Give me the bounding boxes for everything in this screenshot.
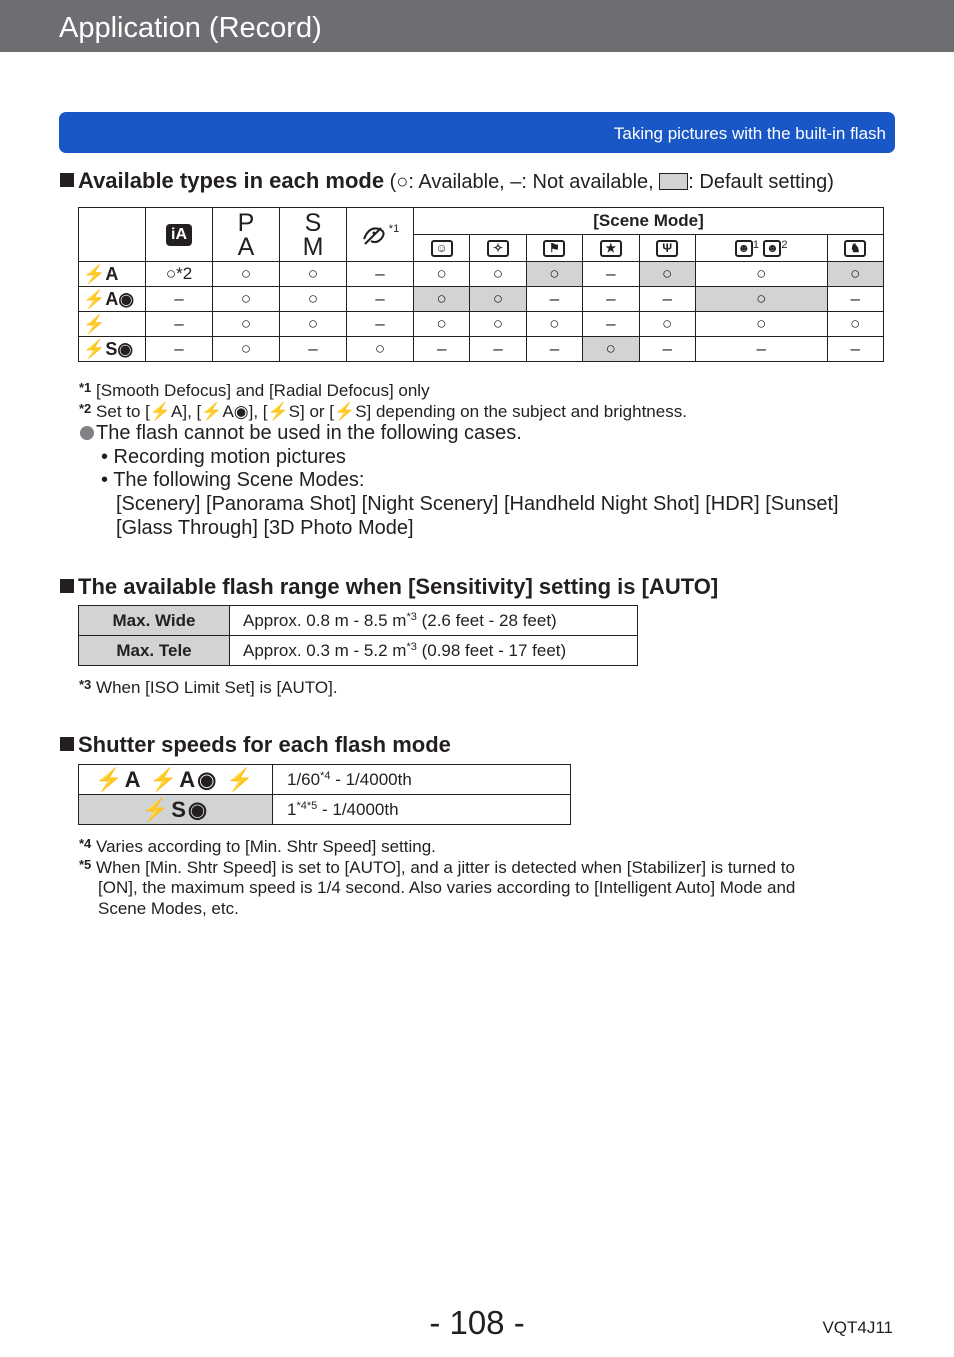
baby1-icon: ☻ xyxy=(735,240,753,257)
case-scene-modes: • The following Scene Modes: xyxy=(101,469,365,491)
table-row xyxy=(79,795,571,825)
availability-cell: ○ xyxy=(695,312,827,337)
pet-icon: ♞ xyxy=(844,240,866,257)
shutter-value: $1^{*4*5} - 1/4000th$ xyxy=(273,795,571,825)
table-row xyxy=(79,765,571,795)
availability-cell: ○ xyxy=(639,312,695,337)
table-row xyxy=(79,636,638,666)
availability-cell: ○ xyxy=(213,337,280,362)
case-motion-pictures: • Recording motion pictures xyxy=(101,446,346,468)
table-row xyxy=(79,337,884,362)
flash-mode-label: ⚡S◉ xyxy=(79,337,146,362)
default-setting-swatch xyxy=(659,173,688,190)
availability-cell: ○ xyxy=(414,262,470,287)
availability-cell: – xyxy=(347,287,414,312)
availability-cell: – xyxy=(146,287,213,312)
col-intelligent-auto xyxy=(146,208,213,262)
availability-cell: – xyxy=(583,312,639,337)
portrait-icon: ☺ xyxy=(431,240,453,257)
soft-skin-icon: ✧ xyxy=(487,240,509,257)
availability-cell: – xyxy=(639,287,695,312)
scene-night-portrait xyxy=(583,235,639,262)
table-row xyxy=(79,287,884,312)
shutter-speed-table xyxy=(78,764,571,825)
availability-cell: – xyxy=(146,312,213,337)
availability-cell: – xyxy=(639,337,695,362)
shutter-value: 1/60$^{*4}$ - 1/4000th xyxy=(273,765,571,795)
availability-cell: ○ xyxy=(280,287,347,312)
footnote-5-cont-2: Scene Modes, etc. xyxy=(98,899,239,918)
scene-baby: ☻ $^1$ ☻ $^2$ xyxy=(695,235,827,262)
flash-range-table xyxy=(78,605,638,666)
availability-cell: ○ xyxy=(280,312,347,337)
availability-cell: – xyxy=(280,337,347,362)
availability-cell: – xyxy=(827,287,883,312)
availability-cell: – xyxy=(526,337,582,362)
availability-cell: – xyxy=(583,287,639,312)
availability-cell: – xyxy=(347,312,414,337)
creative-control-icon xyxy=(361,223,389,247)
footnote-5-cont-1: [ON], the maximum speed is 1/4 second. Also varies according to [Intelligent Auto] Mode and xyxy=(98,878,796,897)
food-icon: Ψ xyxy=(656,240,678,257)
availability-cell: – xyxy=(470,337,526,362)
footnote-4: $^{*4}$ Varies according to [Min. Shtr Speed] setting. xyxy=(79,836,436,856)
flash-range-heading: The available flash range when [Sensitivity] setting is [AUTO] xyxy=(60,574,718,600)
scene-food xyxy=(639,235,695,262)
availability-cell: ○ xyxy=(827,262,883,287)
availability-cell: – xyxy=(583,262,639,287)
col-p-a-modes: P A xyxy=(213,208,280,262)
page-number: - 108 - xyxy=(429,1304,525,1341)
availability-cell: ○ xyxy=(280,262,347,287)
availability-cell: ○ xyxy=(827,312,883,337)
square-bullet-icon xyxy=(60,737,74,751)
bullet-dot-icon xyxy=(80,426,94,440)
square-bullet-icon xyxy=(60,579,74,593)
availability-cell: ○ xyxy=(470,312,526,337)
range-value-wide: Approx. 0.8 m - 8.5 $m^{*3}$ (2.6 feet - 28 feet) xyxy=(230,606,638,636)
table-row xyxy=(79,312,884,337)
document-code: VQT4J11 xyxy=(822,1318,893,1337)
availability-cell: – xyxy=(695,337,827,362)
header-title: Application (Record) xyxy=(59,12,322,44)
availability-cell: – xyxy=(414,337,470,362)
corner-cell xyxy=(79,208,146,262)
availability-cell: ○ xyxy=(213,312,280,337)
footnote-5: $^{*5}$ When [Min. Shtr Speed] is set to [AUTO], and a jitter is detected when [Stabilizer] is turned to xyxy=(79,857,795,877)
range-value-tele: Approx. 0.3 m - 5.2 $m^{*3}$ (0.98 feet - 17 feet) xyxy=(230,636,638,666)
night-portrait-icon: ★ xyxy=(600,240,622,257)
baby2-icon: ☻ xyxy=(763,240,781,257)
shutter-speeds-heading: Shutter speeds for each flash mode xyxy=(60,732,451,758)
scene-soft-skin xyxy=(470,235,526,262)
section-banner xyxy=(59,112,895,153)
availability-cell: ○ xyxy=(213,287,280,312)
availability-cell: ○ xyxy=(639,262,695,287)
availability-cell: ○ xyxy=(695,262,827,287)
footnote-1: $^{*1}$ [Smooth Defocus] and [Radial Defocus] only xyxy=(79,380,430,400)
sports-icon: ⚑ xyxy=(543,240,565,257)
availability-cell: ○ xyxy=(526,262,582,287)
availability-cell: ○ xyxy=(470,287,526,312)
slow-sync-cell: ⚡S◉ xyxy=(79,795,273,825)
scene-modes-list-1: [Scenery] [Panorama Shot] [Night Scenery] [Handheld Night Shot] [HDR] [Sunset] xyxy=(116,493,839,515)
available-types-heading: Available types in each mode (○: Available, –: Not available, : Default setting) xyxy=(60,168,834,194)
availability-cell: ○ xyxy=(213,262,280,287)
availability-cell: ○ xyxy=(526,312,582,337)
availability-cell: ○*2 xyxy=(146,262,213,287)
header-bar xyxy=(0,0,954,52)
scene-pet xyxy=(827,235,883,262)
availability-cell: ○ xyxy=(414,287,470,312)
availability-cell: – xyxy=(347,262,414,287)
col-s-m-modes: S M xyxy=(280,208,347,262)
flash-mode-label: ⚡A◉ xyxy=(79,287,146,312)
square-bullet-icon xyxy=(60,173,74,187)
range-label-wide: Max. Wide xyxy=(79,606,230,636)
flash-unavailable-note: The flash cannot be used in the following cases. xyxy=(80,422,522,445)
flash-modes-cell: ⚡A ⚡A◉ ⚡ xyxy=(79,765,273,795)
section-banner-label: Taking pictures with the built-in flash xyxy=(613,124,886,143)
footnote-2: $^{*2}$ Set to [⚡A], [⚡A◉], [⚡S] or [⚡S] depending on the subject and brightness. xyxy=(79,401,687,421)
availability-cell: ○ xyxy=(414,312,470,337)
scene-portrait xyxy=(414,235,470,262)
flash-mode-label: ⚡ xyxy=(79,312,146,337)
table-row xyxy=(79,262,884,287)
footnote-3: $^{*3}$ When [ISO Limit Set] is [AUTO]. xyxy=(79,677,338,697)
scene-modes-list-2: [Glass Through] [3D Photo Mode] xyxy=(116,517,414,539)
flash-modes-table xyxy=(78,207,884,362)
availability-cell: – xyxy=(827,337,883,362)
availability-cell: ○ xyxy=(695,287,827,312)
availability-cell: – xyxy=(526,287,582,312)
col-creative-control: *1 xyxy=(347,208,414,262)
range-label-tele: Max. Tele xyxy=(79,636,230,666)
scene-sports xyxy=(526,235,582,262)
availability-cell: – xyxy=(146,337,213,362)
scene-mode-header: [Scene Mode] xyxy=(414,208,884,235)
availability-cell: ○ xyxy=(583,337,639,362)
intelligent-auto-icon: iA xyxy=(166,224,192,246)
table-row xyxy=(79,606,638,636)
flash-mode-label: ⚡A xyxy=(79,262,146,287)
legend-note: (○: Available, –: Not available, : Default setting) xyxy=(384,171,834,193)
availability-cell: ○ xyxy=(470,262,526,287)
availability-cell: ○ xyxy=(347,337,414,362)
